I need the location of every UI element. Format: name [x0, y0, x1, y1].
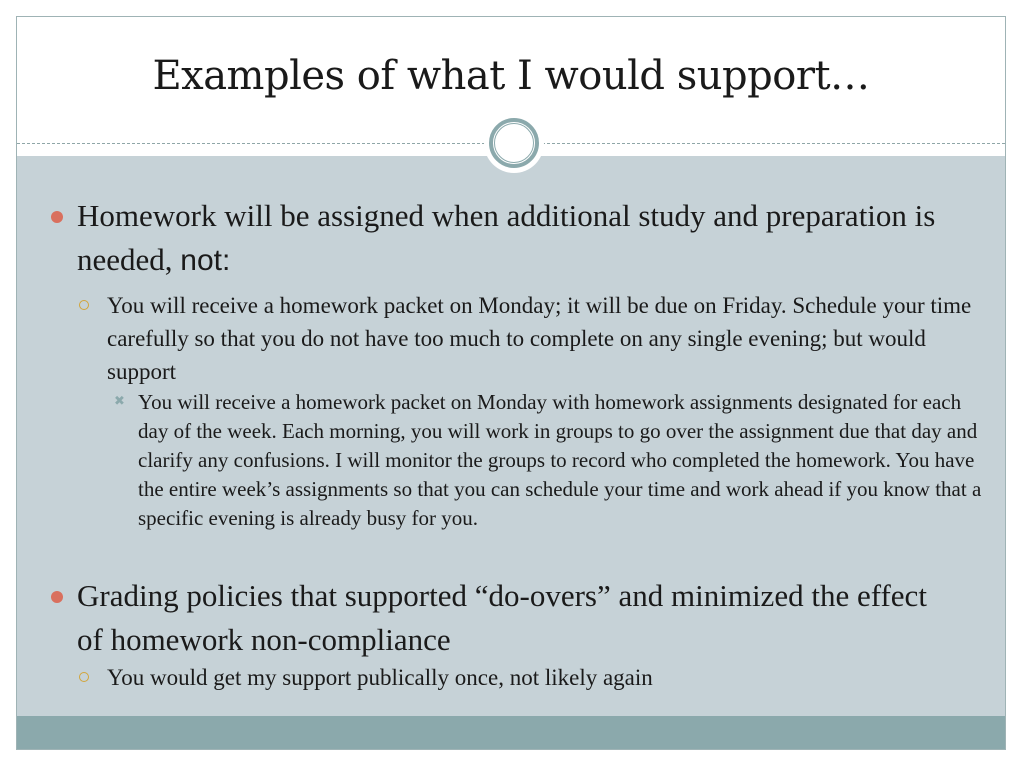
hollow-circle-bullet-icon — [79, 672, 89, 682]
bullet-level2-item — [107, 661, 987, 694]
bullet-level2-item — [107, 289, 987, 388]
bullet-level1-accent: not: — [180, 244, 231, 277]
slide — [16, 16, 1006, 750]
bullet-level3-item — [114, 388, 993, 533]
hollow-circle-bullet-icon — [79, 300, 89, 310]
cross-bullet-icon: ✖ — [114, 394, 125, 409]
double-ring-inner-icon — [494, 123, 534, 163]
bullet-level1-item — [77, 574, 957, 662]
filled-circle-bullet-icon — [51, 591, 63, 603]
content-area — [17, 156, 1005, 716]
bullet-level1-item — [77, 194, 957, 283]
slide-title: Examples of what I would support… — [152, 53, 870, 99]
filled-circle-bullet-icon — [51, 211, 63, 223]
bullet-level1-text: Grading policies that supported “do-overs” and minimized the effect of homework non-compliance — [77, 578, 927, 657]
bullet-level1-text: Homework will be assigned when additional study and preparation is needed, — [77, 198, 936, 277]
bullet-level2-text: You will receive a homework packet on Monday; it will be due on Friday. Schedule your time carefully so that you do not have too much to complete on any single evening; but would support — [107, 293, 972, 384]
bullet-level3-text: You will receive a homework packet on Monday with homework assignments designated for each day of the week. Each morning, you will work in groups to go over the assignment due that day and clarify any confusions. I will monitor the groups to record who completed the homework. You have the entire week’s assignments so that you can schedule your time and work ahead if you know that a specific evening is already busy for you. — [138, 390, 982, 530]
footer-band — [17, 716, 1005, 750]
bullet-level2-text: You would get my support publically once, not likely again — [107, 665, 653, 690]
